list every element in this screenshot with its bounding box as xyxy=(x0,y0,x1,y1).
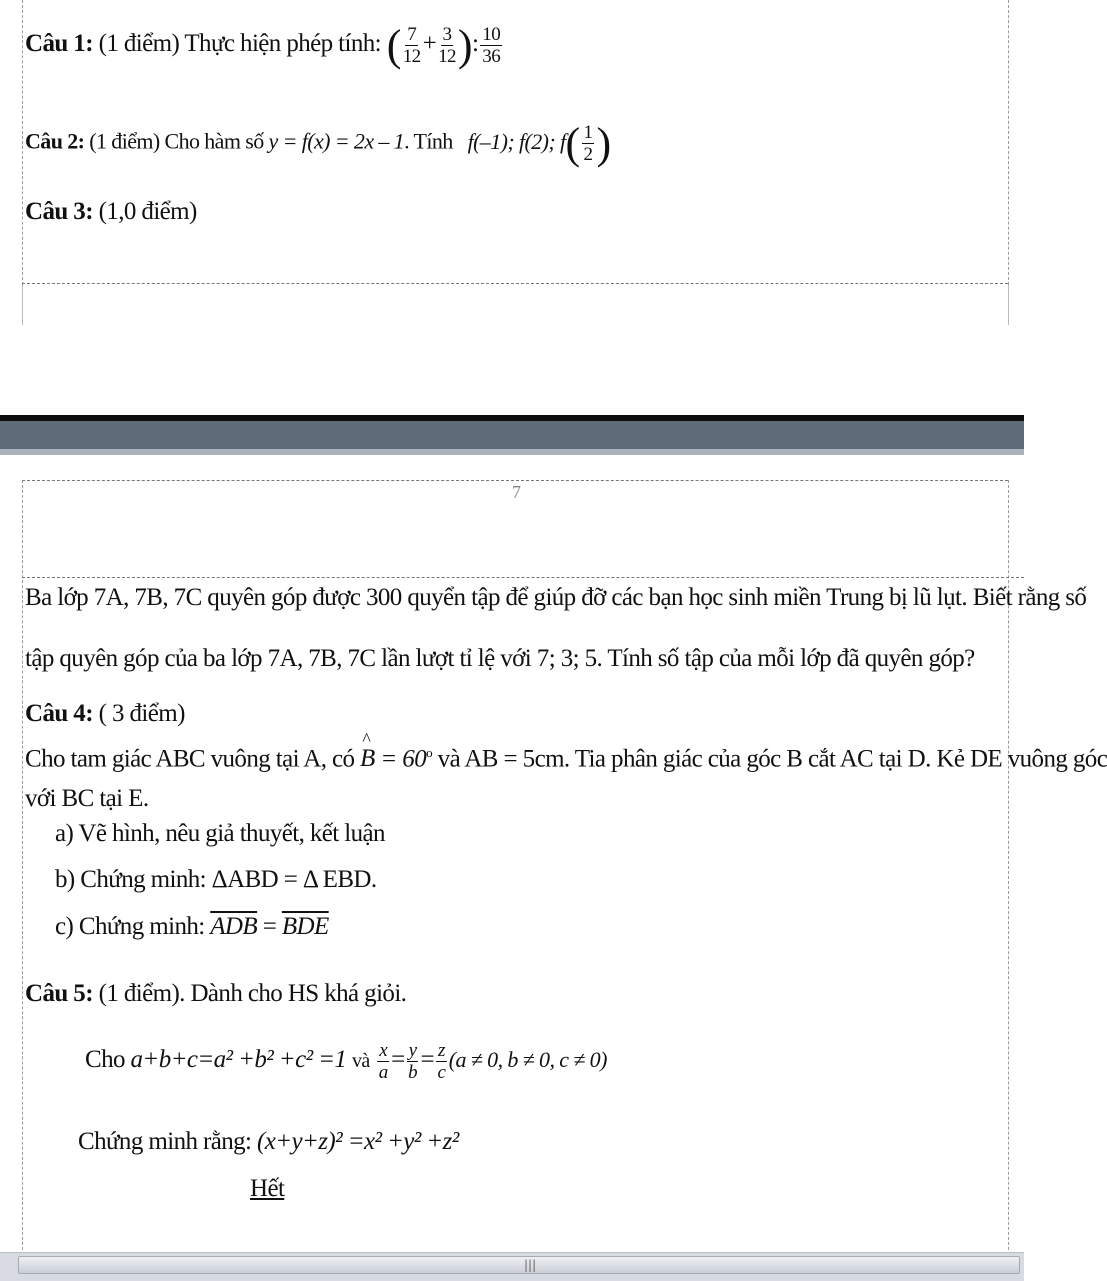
crop-mark xyxy=(22,285,23,325)
question-1: Câu 1: (1 điểm) Thực hiện phép tính: ( $\frac{7}{12}$ + $\frac{3}{12}$ ): $\frac{10}{36}$ xyxy=(25,21,501,70)
margin-guide-top xyxy=(22,480,1008,481)
scrollbar-grip-icon: ||| xyxy=(524,1258,537,1272)
horizontal-scrollbar-thumb[interactable] xyxy=(18,1256,1020,1274)
question-5-given: Cho a+b+c=a² +b² +c² =1 và $\frac{x}{a}$ = $\frac{y}{b}$ = $\frac{z}{c}$ (a ≠ 0, b ≠ 0, c ≠ 0) xyxy=(85,1040,607,1083)
margin-guide-left xyxy=(22,0,23,285)
question-2-values: f(–1); f(2); f xyxy=(467,128,566,154)
question-4-part-a: a) Vẽ hình, nêu giả thuyết, kết luận xyxy=(55,820,385,847)
margin-guide-bottom xyxy=(22,283,1008,284)
question-4-part-b: b) Chứng minh: ΔABD = Δ EBD. xyxy=(55,866,377,893)
question-3-line-1: Ba lớp 7A, 7B, 7C quyên góp được 300 quyển tập để giúp đỡ các bạn học sinh miền Trung bị lũ lụt. Biết rằng số xyxy=(25,584,1087,611)
question-2-text: (1 điểm) Cho hàm số xyxy=(89,128,264,154)
question-1-label: Câu 1: xyxy=(25,30,93,58)
page-gap xyxy=(0,330,1024,415)
question-3-heading: Câu 3: (1,0 điểm) xyxy=(25,198,197,225)
question-3-line-2: tập quyên góp của ba lớp 7A, 7B, 7C lần lượt tỉ lệ với 7; 3; 5. Tính số tập của mỗi lớp đã quyên góp? xyxy=(25,645,975,672)
question-5-heading: Câu 5: (1 điểm). Dành cho HS khá giỏi. xyxy=(25,980,407,1007)
document-page-1 xyxy=(0,0,1024,330)
question-2-label: Câu 2: xyxy=(25,128,85,154)
question-4-label: Câu 4: xyxy=(25,700,93,727)
page-number: 7 xyxy=(512,482,521,502)
question-4-line-2: với BC tại E. xyxy=(25,785,149,812)
end-marker: Hết xyxy=(250,1175,285,1202)
question-2-function: y = f(x) = 2x – 1 xyxy=(268,128,405,154)
question-5-label: Câu 5: xyxy=(25,980,93,1007)
question-3-label: Câu 3: xyxy=(25,198,93,225)
page-separator-band xyxy=(0,421,1024,449)
margin-guide-left xyxy=(22,480,23,1275)
header-guide xyxy=(22,577,1024,578)
question-4-line-1: Cho tam giác ABC vuông tại A, có ^ $B = 60^o$ và AB = 5cm. Tia phân giác của góc B cắt AC tại D. Kẻ DE vuông góc xyxy=(25,745,1107,773)
question-5-prove: Chứng minh rằng: (x+y+z)² =x² +y² +z² xyxy=(78,1128,459,1155)
margin-guide-right xyxy=(1008,0,1009,285)
crop-mark xyxy=(1008,285,1009,325)
question-2: Câu 2: (1 điểm) Cho hàm số y = f(x) = 2x – 1. Tính f(–1); f(2); f( $\frac{1}{2}$ ) xyxy=(25,119,611,168)
question-1-text: (1 điểm) Thực hiện phép tính: xyxy=(98,30,382,58)
question-4-heading: Câu 4: ( 3 điểm) xyxy=(25,700,185,727)
question-4-part-c: c) Chứng minh: $\overline{ADB} = \overline{BDE}$ xyxy=(55,913,329,940)
